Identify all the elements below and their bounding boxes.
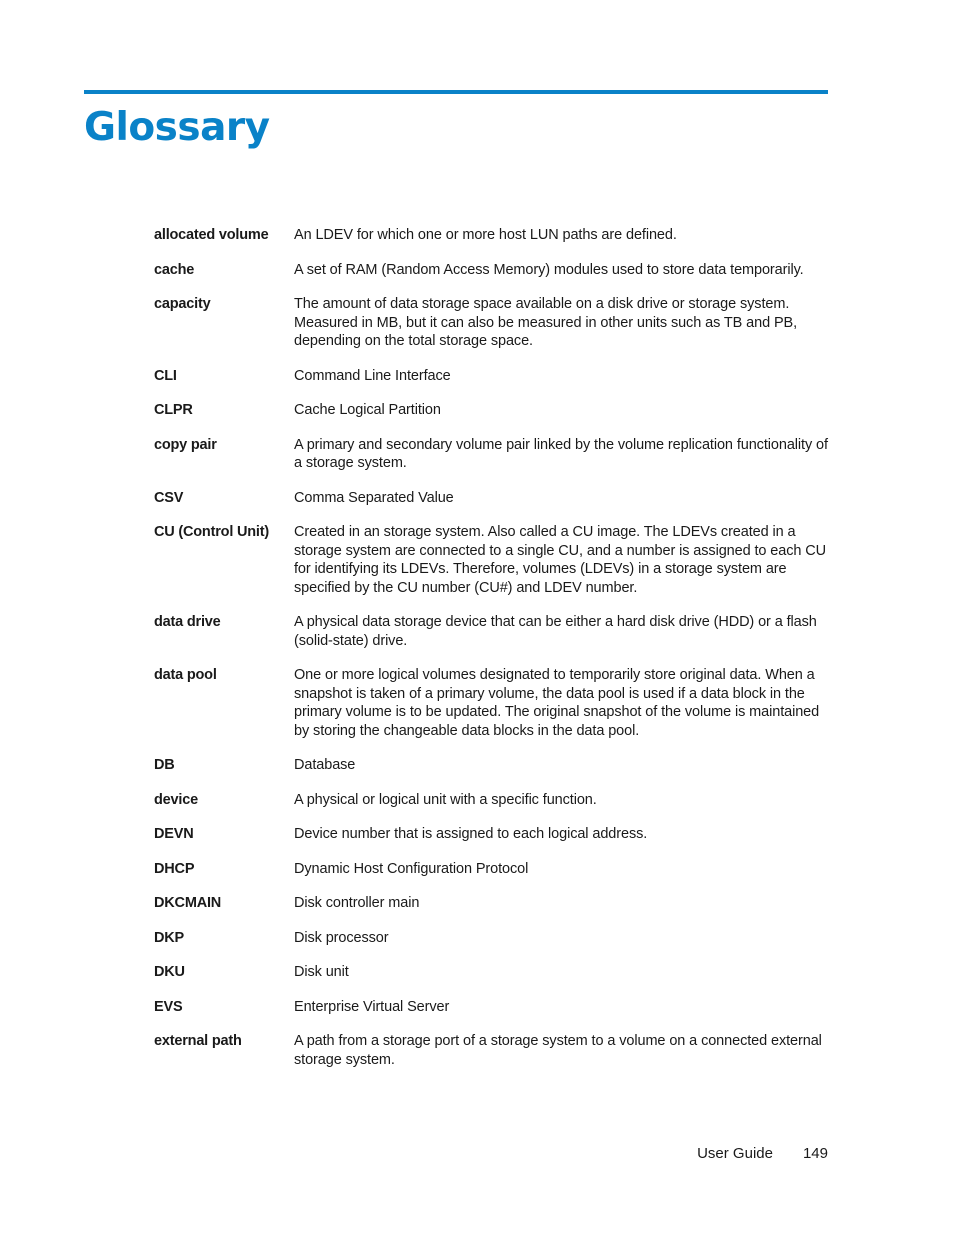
glossary-definition: Disk controller main xyxy=(294,895,420,911)
glossary-entry xyxy=(154,929,834,948)
glossary-term: external path xyxy=(154,1033,242,1049)
page-title: Glossary xyxy=(84,105,270,150)
glossary-definition: A physical data storage device that can be either a hard disk drive (HDD) or a flash (solid-state) drive. xyxy=(294,614,817,649)
glossary-definition: Dynamic Host Configuration Protocol xyxy=(294,860,529,877)
glossary-entry xyxy=(154,613,834,650)
glossary-term: DKU xyxy=(154,964,185,980)
glossary-term: allocated volume xyxy=(154,227,269,243)
glossary-entry xyxy=(154,666,834,740)
glossary-definition: Enterprise Virtual Server xyxy=(294,998,450,1015)
glossary-term: EVS xyxy=(154,998,183,1015)
glossary-entry xyxy=(154,756,834,775)
glossary-entry xyxy=(154,401,834,420)
glossary-entry xyxy=(154,998,834,1017)
glossary-definition: The amount of data storage space available on a disk drive or storage system. Measured in MB, but it can also be measured in other units such as TB and PB, depending on the total storage space. xyxy=(294,296,798,349)
glossary-definition: Device number that is assigned to each logical address. xyxy=(294,826,648,842)
glossary-entry xyxy=(154,367,834,386)
page-footer xyxy=(697,1144,828,1164)
glossary-definition: Disk processor xyxy=(294,929,389,946)
glossary-term: CU (Control Unit) xyxy=(154,524,269,540)
glossary-definition: A path from a storage port of a storage system to a volume on a connected external storage system. xyxy=(294,1033,822,1068)
glossary-entry xyxy=(154,489,834,508)
glossary-definition: A physical or logical unit with a specific function. xyxy=(294,791,597,808)
glossary-term: copy pair xyxy=(154,436,217,453)
glossary-definition: A primary and secondary volume pair linked by the volume replication functionality of a storage system. xyxy=(294,436,828,471)
glossary-definition: An LDEV for which one or more host LUN paths are defined. xyxy=(294,227,677,243)
glossary-term: device xyxy=(154,791,198,808)
glossary-entry xyxy=(154,825,834,844)
title-rule xyxy=(84,90,828,94)
glossary-entry xyxy=(154,791,834,810)
glossary-term: capacity xyxy=(154,296,211,312)
glossary-entry xyxy=(154,295,834,351)
glossary-term: DHCP xyxy=(154,860,195,877)
glossary-term: DKCMAIN xyxy=(154,895,222,911)
glossary-entry xyxy=(154,860,834,879)
glossary-term: CLPR xyxy=(154,402,193,418)
glossary-term: CSV xyxy=(154,489,184,506)
glossary-definition: Database xyxy=(294,757,356,773)
glossary-term: DB xyxy=(154,757,175,773)
glossary-term: data drive xyxy=(154,614,221,630)
glossary-definition: Created in an storage system. Also called a CU image. The LDEVs created in a storage system are connected to a single CU, and a number is assigned to each CU for identifying its LDEVs. Therefore, volumes (LDEVs) in a storage system are specified by the CU number (CU#) and LDEV number. xyxy=(294,524,827,596)
glossary-entry xyxy=(154,261,834,280)
glossary-entry xyxy=(154,894,834,913)
glossary-entry xyxy=(154,523,834,597)
glossary-definition: Comma Separated Value xyxy=(294,489,454,506)
glossary-entry xyxy=(154,226,834,245)
glossary-entry xyxy=(154,1032,834,1069)
glossary-term: DEVN xyxy=(154,826,194,842)
footer-guide-label: User Guide xyxy=(697,1145,773,1162)
glossary-entry xyxy=(154,963,834,982)
glossary-term: data pool xyxy=(154,667,217,683)
glossary-definition: Cache Logical Partition xyxy=(294,402,441,418)
glossary-term: CLI xyxy=(154,367,177,384)
footer-page-number: 149 xyxy=(802,1145,828,1162)
glossary-definition: One or more logical volumes designated to temporarily store original data. When a snapshot is taken of a primary volume, the data pool is used if a data block in the primary volume is to be updated. The original snapshot of the volume is maintained by storing the changeable data blocks in the data pool. xyxy=(294,667,820,739)
glossary-term: cache xyxy=(154,261,195,278)
glossary-entry xyxy=(154,436,834,473)
glossary-definition: A set of RAM (Random Access Memory) modules used to store data temporarily. xyxy=(294,261,804,278)
glossary-list xyxy=(154,226,834,1085)
glossary-term: DKP xyxy=(154,929,185,946)
glossary-definition: Command Line Interface xyxy=(294,367,451,384)
glossary-definition: Disk unit xyxy=(294,964,349,980)
